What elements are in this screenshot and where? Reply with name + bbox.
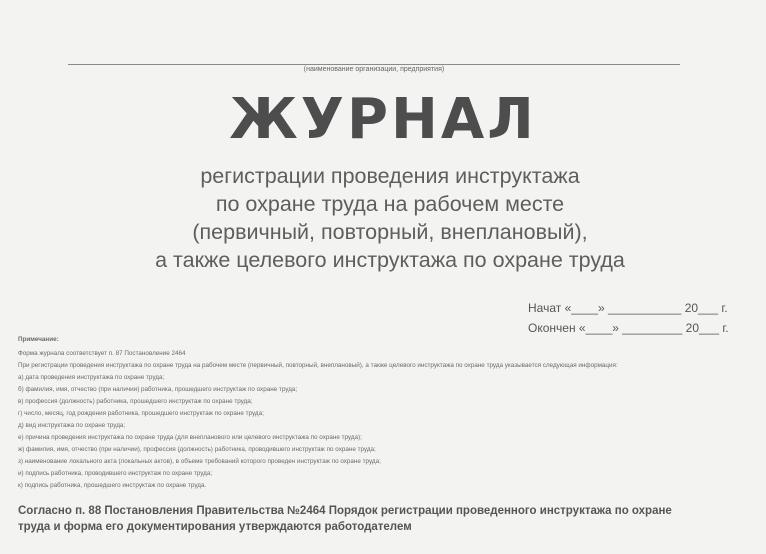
note-line: з) наименование локального акта (локальных актов), в объеме требований которого проведен инструктаж по охране труда;	[18, 458, 381, 465]
note-line: в) профессия (должность) работника, прошедшего инструктаж по охране труда;	[18, 398, 253, 405]
journal-title: ЖУРНАЛ	[229, 87, 537, 152]
note-line: а) дата проведения инструктажа по охране труда;	[18, 374, 165, 381]
note-line: е) причина проведения инструктажа по охране труда (для внепланового или целевого инструктажа по охране труда);	[18, 434, 362, 441]
footer-line: труда и форма его документирования утверждаются работодателем	[18, 521, 412, 533]
subtitle-line: (первичный, повторный, внеплановый),	[192, 220, 588, 244]
subtitle-line: регистрации проведения инструктажа	[200, 164, 580, 188]
note-line: г) число, месяц, год рождения работника, прошедшего инструктаж по охране труда;	[18, 410, 264, 417]
journal-subtitle	[80, 162, 700, 274]
started-date: Начат «____» ___________ 20___ г.	[528, 301, 728, 315]
notes-title: Примечание:	[18, 336, 59, 343]
note-line: ж) фамилия, имя, отчество (при наличии), профессия (должность) работника, проводившего инструктаж по охране труда;	[18, 446, 376, 453]
subtitle-line: по охране труда на рабочем месте	[215, 192, 565, 216]
note-line: Форма журнала соответствует п. 87 Постановление 2464	[18, 350, 186, 357]
organization-caption: (наименование организации, предприятия)	[303, 66, 445, 73]
subtitle-line: а также целевого инструктажа по охране труда	[155, 248, 625, 272]
note-line: и) подпись работника, проводившего инструктаж по охране труда;	[18, 470, 213, 477]
notes-section	[18, 336, 708, 492]
note-line: к) подпись работника, прошедшего инструктаж по охране труда.	[18, 482, 207, 489]
note-line: д) вид инструктажа по охране труда;	[18, 422, 126, 429]
note-line: б) фамилия, имя, отчество (при наличии) работника, прошедшего инструктаж по охране труда;	[18, 386, 298, 393]
regulation-footer	[18, 503, 738, 535]
footer-line: Согласно п. 88 Постановления Правительства №2464 Порядок регистрации проведенного инструктажа по охране	[18, 505, 672, 517]
note-line: При регистрации проведения инструктажа по охране труда на рабочем месте (первичный, повторный, внеплановый), а также целевого инструктажа по охране труда указывается следующая информация:	[18, 362, 618, 369]
organization-name-line	[68, 64, 680, 65]
journal-dates	[528, 298, 729, 338]
finished-date: Окончен «____» _________ 20___ г.	[528, 321, 729, 335]
